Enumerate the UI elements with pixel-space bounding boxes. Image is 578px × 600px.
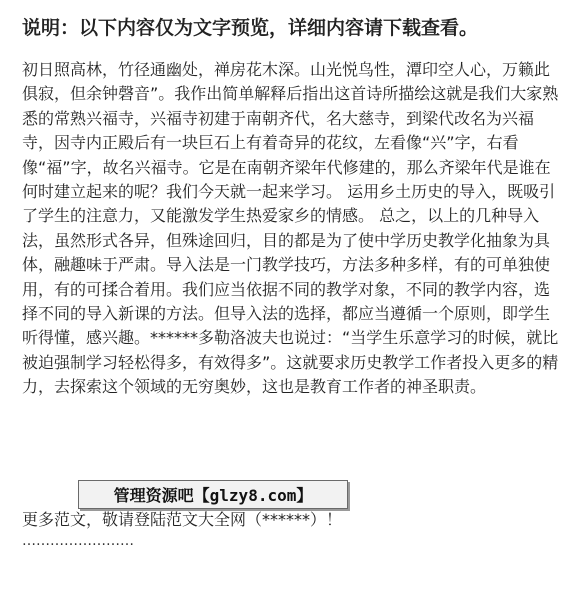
footer-line: 更多范文，敬请登陆范文大全网（******）！ <box>22 510 343 529</box>
preview-notice: 说明：以下内容仅为文字预览，详细内容请下载查看。 <box>22 17 479 39</box>
article-body-text: 初日照高林，竹径通幽处，禅房花木深。山光悦鸟性，潭印空人心，万籁此俱寂，但余钟磬音”。我作出简单解释后指出这首诗所描绘这就是我们大家熟悉的常熟兴福寺，兴福寺初建于南朝齐代，名大慈寺，到梁代改名为兴福寺，因寺内正殿后有一块巨石上有着奇异的花纹，左看像“兴”字，右看像“福”字，故名兴福寺。它是在南朝齐梁年代修建的，那么齐梁年代是谁在何时建立起来的呢？我们今天就一起来学习。 运用乡土历史的导入，既吸引了学生的注意力，又能激发学生热爱家乡的情感。 总之，以上的几种导入法，虽然形式各异，但殊途回归，目的都是为了使中学历史教学化抽象为具体，融趣味于严肃。导入法是一门教学技巧，方法多种多样，有的可单独使用，有的可揉合着用。我们应当依据不同的教学对象，不同的教学内容，选择不同的导入新课的方法。但导入法的选择，都应当遵循一个原则，即学生听得懂，感兴趣。******多勒洛波夫也说过：“当学生乐意学习的时候，就比被迫强制学习轻松得多，有效得多”。这就要求历史教学工作者投入更多的精力，去探索这个领域的无穷奥妙，这也是教育工作者的神圣职责。 <box>22 60 559 397</box>
watermark-site: glzy8.com <box>209 486 297 505</box>
watermark-close-bracket: 】 <box>296 486 313 505</box>
ellipsis-dots: …………………… <box>22 533 134 549</box>
watermark-badge <box>78 480 348 509</box>
watermark-open-bracket: 【 <box>193 486 210 505</box>
watermark-name: 管理资源吧 <box>113 486 194 505</box>
